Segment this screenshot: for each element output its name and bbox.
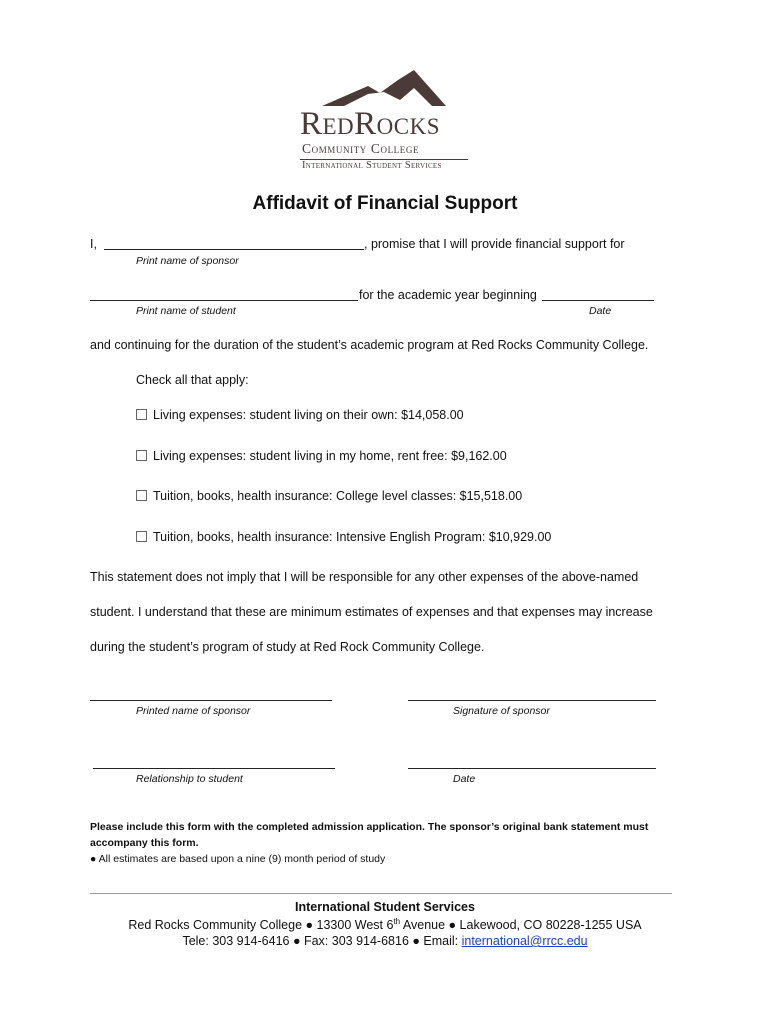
sponsor-signature-field[interactable] (408, 700, 656, 701)
option-tuition-college[interactable] (136, 489, 522, 503)
option-label: Tuition, books, health insurance: Intensive English Program: $10,929.00 (153, 530, 552, 544)
printed-sponsor-caption: Printed name of sponsor (136, 705, 251, 717)
option-tuition-iep[interactable] (136, 530, 551, 544)
address-sup: th (393, 917, 401, 926)
page-title: Affidavit of Financial Support (252, 193, 518, 214)
printed-sponsor-name-field[interactable] (90, 700, 332, 701)
checkbox-icon[interactable] (136, 450, 147, 461)
note-bullet: ● All estimates are based upon a nine (9) month period of study (90, 853, 386, 865)
signature-date-caption: Date (453, 773, 476, 785)
logo-subtitle: Community College (302, 141, 420, 156)
statement-line-3: during the student’s program of study at Red Rock Community College. (90, 640, 485, 654)
email-link[interactable]: international@rrcc.edu (461, 934, 588, 948)
footer-contact (0, 934, 770, 948)
academic-year-text: for the academic year beginning (359, 288, 537, 302)
logo-wordmark: RedRocks (300, 106, 441, 142)
address-part-b: Avenue ● Lakewood, CO 80228-1255 USA (400, 918, 642, 933)
note-bold-1: Please include this form with the completed admission application. The sponsor’s original bank statement must (90, 821, 649, 833)
check-prompt: Check all that apply: (136, 373, 249, 387)
note-bold-2: accompany this form. (90, 837, 199, 849)
checkbox-icon[interactable] (136, 531, 147, 542)
continuation-text: and continuing for the duration of the student’s academic program at Red Rocks Community College. (90, 338, 649, 352)
checkbox-icon[interactable] (136, 490, 147, 501)
option-living-own[interactable] (136, 408, 464, 422)
option-living-home[interactable] (136, 449, 507, 463)
college-logo (296, 66, 476, 176)
logo-department: International Student Services (302, 160, 442, 171)
footer-divider (90, 893, 672, 894)
sponsor-name-caption: Print name of sponsor (136, 255, 239, 267)
contact-text: Tele: 303 914-6416 ● Fax: 303 914-6816 ● Email: (182, 934, 462, 948)
statement-line-2: student. I understand that these are minimum estimates of expenses and that expenses may increase (90, 605, 653, 619)
option-label: Living expenses: student living on their own: $14,058.00 (153, 408, 464, 422)
footer-address (0, 917, 770, 932)
sponsor-suffix: , promise that I will provide financial support for (364, 237, 625, 251)
address-part-a: Red Rocks Community College ● 13300 West 6 (128, 918, 394, 933)
sponsor-name-field[interactable] (104, 249, 364, 250)
footer-office: International Student Services (295, 900, 475, 914)
sponsor-prefix: I, (90, 237, 97, 251)
mountain-logo-icon (296, 66, 476, 110)
signature-caption: Signature of sponsor (453, 705, 550, 717)
start-date-caption: Date (589, 305, 612, 317)
student-name-field[interactable] (90, 300, 358, 301)
checkbox-icon[interactable] (136, 409, 147, 420)
relationship-field[interactable] (93, 768, 335, 769)
option-label: Living expenses: student living in my home, rent free: $9,162.00 (153, 449, 507, 463)
statement-line-1: This statement does not imply that I will be responsible for any other expenses of the above-named (90, 570, 639, 584)
student-name-caption: Print name of student (136, 305, 236, 317)
relationship-caption: Relationship to student (136, 773, 243, 785)
start-date-field[interactable] (542, 300, 654, 301)
option-label: Tuition, books, health insurance: College level classes: $15,518.00 (153, 489, 523, 503)
signature-date-field[interactable] (408, 768, 656, 769)
